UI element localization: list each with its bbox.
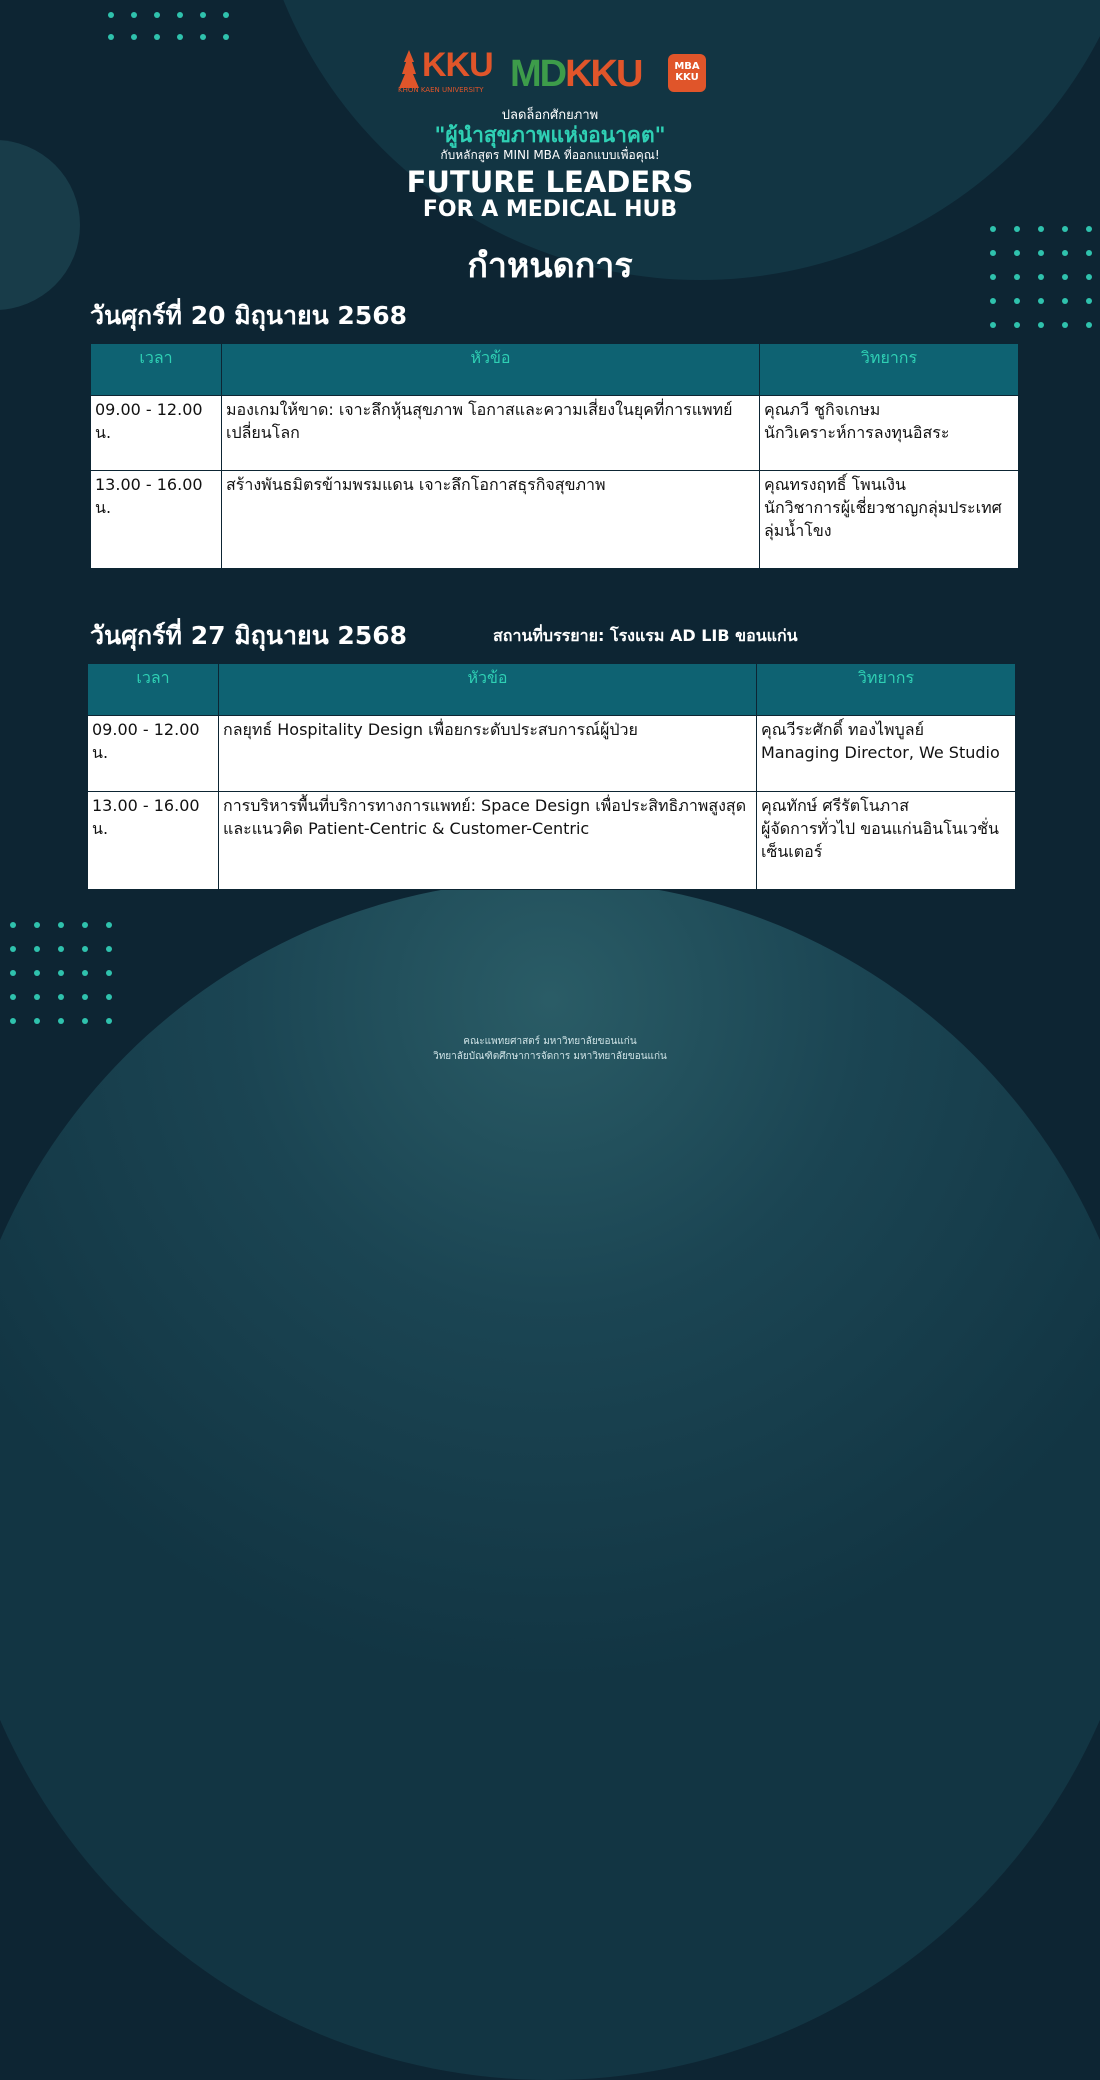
session-time: 13.00 - 16.00 น. [88,792,219,890]
md-logo-kku-text: KKU [565,53,642,95]
dot-icon [223,34,229,40]
dot-icon [131,12,137,18]
dot-icon [990,226,996,232]
table-row [88,716,1016,792]
session-topic: มองเกมให้ขาด: เจาะลึกหุ้นสุขภาพ โอกาสและความเสี่ยงในยุคที่การแพทย์เปลี่ยนโลก [222,396,760,471]
day2-schedule-table [87,663,1016,890]
day2-date: วันศุกร์ที่ 27 มิถุนายน 2568 [90,621,408,650]
dot-pattern-bottom-left [10,922,112,1024]
table-row [88,792,1016,890]
speaker-name: คุณภวี ชูกิจเกษม [764,400,881,419]
dot-icon [1062,226,1068,232]
dot-icon [106,1018,112,1024]
dot-icon [82,994,88,1000]
dot-icon [200,12,206,18]
header-speaker: วิทยากร [760,344,1019,396]
dot-icon [990,298,996,304]
table-row [91,471,1019,569]
headline-quote: "ผู้นำสุขภาพแห่งอนาคต" [434,123,666,147]
program-line: กับหลักสูตร MINI MBA ที่ออกแบบเพื่อคุณ! [440,148,660,162]
kku-logo [398,46,500,96]
mba-logo-line1: MBA [674,61,700,72]
dot-icon [34,922,40,928]
day1-date: วันศุกร์ที่ 20 มิถุนายน 2568 [90,301,408,330]
kku-logo-text: KKU [422,46,493,84]
dot-icon [1038,322,1044,328]
mba-kku-logo [668,54,706,92]
speaker-title: ผู้จัดการทั่วไป ขอนแก่นอินโนเวชั่นเซ็นเตอร์ [761,819,999,861]
speaker-name: คุณวีระศักดิ์ ทองไพบูลย์ [761,720,924,739]
session-time: 09.00 - 12.00 น. [91,396,222,471]
dot-icon [1062,322,1068,328]
session-topic: กลยุทธ์ Hospitality Design เพื่อยกระดับประสบการณ์ผู้ป่วย [219,716,757,792]
dot-pattern-top-left [108,12,229,40]
dot-icon [58,970,64,976]
dot-icon [131,34,137,40]
dot-icon [106,946,112,952]
dot-icon [10,946,16,952]
dot-icon [106,994,112,1000]
session-speaker [760,396,1019,471]
mba-logo-line2: KKU [675,72,699,83]
md-logo-text: MD [510,53,566,95]
dot-icon [10,970,16,976]
dot-icon [1038,226,1044,232]
day2-venue: สถานที่บรรยาย: โรงแรม AD LIB ขอนแก่น [493,626,798,645]
dot-icon [1086,298,1092,304]
header-time: เวลา [88,664,219,716]
header-topic: หัวข้อ [219,664,757,716]
speaker-title: นักวิชาการผู้เชี่ยวชาญกลุ่มประเทศลุ่มน้ำโขง [764,498,1002,540]
dot-icon [990,322,996,328]
dot-icon [58,994,64,1000]
kku-emblem-icon [398,50,420,90]
dot-icon [82,922,88,928]
dot-icon [10,922,16,928]
kku-logo-subtitle: KHON KAEN UNIVERSITY [398,86,484,94]
dot-icon [106,922,112,928]
dot-icon [1014,322,1020,328]
dot-icon [1062,298,1068,304]
dot-icon [10,1018,16,1024]
dot-icon [1086,322,1092,328]
header-topic: หัวข้อ [222,344,760,396]
dot-icon [177,34,183,40]
session-time: 13.00 - 16.00 น. [91,471,222,569]
dot-icon [82,1018,88,1024]
program-title-line1: FUTURE LEADERS [406,165,694,199]
dot-icon [82,970,88,976]
header-time: เวลา [91,344,222,396]
dot-icon [106,970,112,976]
speaker-name: คุณทักษ์ ศรีรัตโนภาส [761,796,909,815]
footer-college: วิทยาลัยบัณฑิตศึกษาการจัดการ มหาวิทยาลัยขอนแก่น [433,1051,667,1062]
dot-icon [34,1018,40,1024]
speaker-title: นักวิเคราะห์การลงทุนอิสระ [764,423,950,442]
dot-icon [1038,298,1044,304]
footer-faculty: คณะแพทยศาสตร์ มหาวิทยาลัยขอนแก่น [463,1036,637,1047]
speaker-name: คุณทรงฤทธิ์ โพนเงิน [764,475,906,494]
dot-icon [1014,226,1020,232]
dot-icon [200,34,206,40]
session-topic: สร้างพันธมิตรข้ามพรมแดน เจาะลึกโอกาสธุรกิจสุขภาพ [222,471,760,569]
table-row [91,396,1019,471]
schedule-heading: กำหนดการ [467,246,633,286]
dot-icon [58,922,64,928]
dot-icon [58,946,64,952]
md-kku-logo [510,54,641,94]
dot-icon [223,12,229,18]
program-title-line2: FOR A MEDICAL HUB [422,197,678,222]
speaker-title: Managing Director, We Studio [761,743,1000,762]
dot-icon [10,994,16,1000]
logo-bar [398,46,710,96]
dot-icon [34,994,40,1000]
dot-icon [34,970,40,976]
dot-icon [154,34,160,40]
session-topic: การบริหารพื้นที่บริการทางการแพทย์: Space Design เพื่อประสิทธิภาพสูงสุด และแนวคิด Patient-Centric & Customer-Centric [219,792,757,890]
dot-icon [1086,226,1092,232]
dot-icon [58,1018,64,1024]
table-header-row [88,664,1016,716]
dot-icon [108,34,114,40]
dot-icon [34,946,40,952]
session-speaker [760,471,1019,569]
intro-line: ปลดล็อกศักยภาพ [501,108,599,123]
dot-icon [108,12,114,18]
table-header-row [91,344,1019,396]
session-speaker [757,716,1016,792]
day1-schedule-table [90,343,1019,569]
dot-icon [82,946,88,952]
session-speaker [757,792,1016,890]
dot-icon [1014,298,1020,304]
dot-icon [154,12,160,18]
session-time: 09.00 - 12.00 น. [88,716,219,792]
header-speaker: วิทยากร [757,664,1016,716]
dot-icon [177,12,183,18]
